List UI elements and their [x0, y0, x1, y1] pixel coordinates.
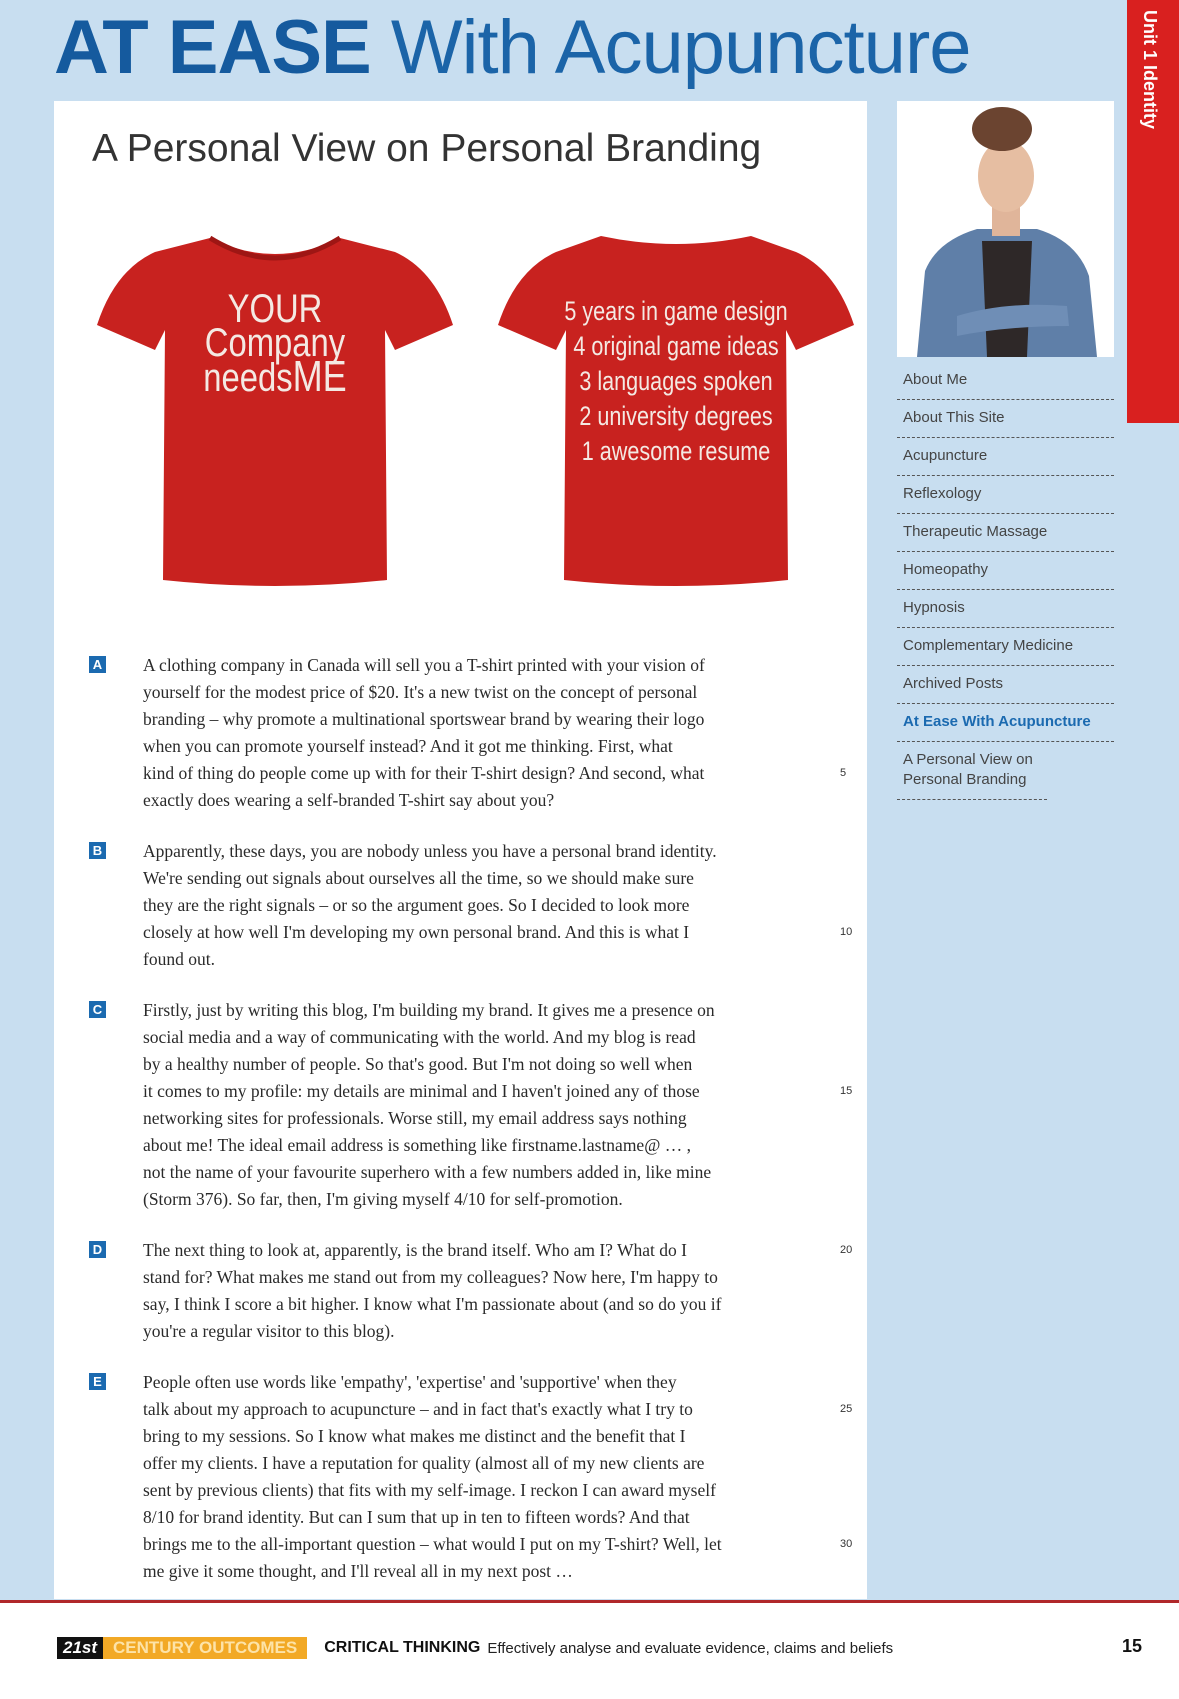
blog-post — [54, 101, 867, 1599]
line-text: by a healthy number of people. So that's good. But I'm not doing so well when — [143, 1054, 693, 1074]
line-text: The next thing to look at, apparently, is the brand itself. Who am I? What do I — [143, 1240, 687, 1260]
sidebar-nav-item[interactable]: At Ease With Acupuncture — [897, 704, 1114, 742]
paragraph — [89, 838, 853, 973]
line-text: not the name of your favourite superhero with a few numbers added in, like mine — [143, 1162, 712, 1182]
line-number: 10 — [840, 926, 853, 938]
footer-description: Effectively analyse and evaluate evidence, claims and beliefs — [487, 1639, 894, 1657]
paragraph — [89, 997, 853, 1213]
footer-skill: CRITICAL THINKING — [324, 1639, 481, 1656]
sidebar-nav-item[interactable]: Complementary Medicine — [897, 628, 1114, 666]
line-text: social media and a way of communicating with the world. And my blog is read — [143, 1027, 696, 1047]
paragraph-line — [143, 1237, 853, 1264]
line-text: say, I think I score a bit higher. I know what I'm passionate about (and so do you if — [143, 1294, 722, 1314]
line-text: found out. — [143, 949, 215, 969]
paragraph-line — [143, 1159, 849, 1186]
shirt-back-line: 3 languages spoken — [579, 366, 773, 396]
sidebar-nav-item[interactable]: Archived Posts — [897, 666, 1114, 704]
line-number: 25 — [840, 1403, 853, 1415]
line-text: Firstly, just by writing this blog, I'm building my brand. It gives me a presence on — [143, 1000, 715, 1020]
footer-badge-text: CENTURY OUTCOMES — [103, 1637, 307, 1659]
line-text: networking sites for professionals. Worse still, my email address says nothing — [143, 1108, 687, 1128]
line-text: yourself for the modest price of $20. It's a new twist on the concept of personal — [143, 682, 698, 702]
author-photo — [897, 101, 1114, 357]
line-text: exactly does wearing a self-branded T-shirt say about you? — [143, 790, 555, 810]
sidebar-nav-item[interactable]: A Personal View on Personal Branding — [897, 742, 1047, 800]
line-text: kind of thing do people come up with for their T-shirt design? And second, what — [143, 763, 705, 783]
line-text: you're a regular visitor to this blog). — [143, 1321, 395, 1341]
paragraph-letter-badge: B — [89, 842, 106, 859]
line-text: sent by previous clients) that fits with my self-image. I reckon I can award myself — [143, 1480, 716, 1500]
line-text: People often use words like 'empathy', 'expertise' and 'supportive' when they — [143, 1372, 677, 1392]
title-light: With Acupuncture — [390, 5, 971, 90]
paragraph — [89, 1369, 853, 1585]
sidebar-nav-item[interactable]: Therapeutic Massage — [897, 514, 1114, 552]
sidebar-nav-item[interactable]: About This Site — [897, 400, 1114, 438]
page-title — [54, 4, 971, 91]
title-bold: AT EASE — [54, 5, 371, 90]
paragraph-line — [143, 652, 849, 679]
paragraph-line — [143, 1423, 849, 1450]
sidebar-nav-item[interactable]: Hypnosis — [897, 590, 1114, 628]
paragraph-line — [143, 892, 849, 919]
paragraph-line — [143, 1132, 849, 1159]
line-number: 30 — [840, 1538, 853, 1550]
line-text: Apparently, these days, you are nobody unless you have a personal brand identity. — [143, 841, 717, 861]
post-title: A Personal View on Personal Branding — [92, 127, 762, 170]
shirt-back-line: 5 years in game design — [564, 296, 788, 326]
footer-bar — [57, 1637, 893, 1659]
line-text: closely at how well I'm developing my own personal brand. And this is what I — [143, 922, 690, 942]
sidebar-nav-item[interactable]: About Me — [897, 362, 1114, 400]
paragraph-line — [143, 706, 849, 733]
line-text: it comes to my profile: my details are minimal and I haven't joined any of those — [143, 1081, 700, 1101]
line-text: when you can promote yourself instead? And it got me thinking. First, what — [143, 736, 673, 756]
paragraph-line — [143, 1450, 849, 1477]
paragraph-line — [143, 865, 849, 892]
tshirt-front-image — [95, 230, 455, 586]
line-number: 15 — [840, 1085, 853, 1097]
paragraph-line — [143, 1051, 849, 1078]
shirt-front-line: needs — [203, 356, 293, 400]
paragraph-line — [143, 1369, 849, 1396]
line-text: 8/10 for brand identity. But can I sum that up in ten to fifteen words? And that — [143, 1507, 690, 1527]
paragraph-line — [143, 733, 849, 760]
shirt-front-line: Company — [204, 321, 346, 365]
line-text: talk about my approach to acupuncture – and in fact that's exactly what I try to — [143, 1399, 693, 1419]
shirt-front-line: YOUR — [227, 287, 323, 331]
shirt-back-line: 2 university degrees — [579, 401, 773, 431]
line-text: bring to my sessions. So I know what makes me distinct and the benefit that I — [143, 1426, 686, 1446]
line-text: brings me to the all-important question – what would I put on my T-shirt? Well, let — [143, 1534, 722, 1554]
paragraph-line — [143, 946, 849, 973]
paragraph-line — [143, 1558, 849, 1585]
paragraph-line — [143, 997, 849, 1024]
paragraph-line — [143, 1396, 853, 1423]
line-text: they are the right signals – or so the argument goes. So I decided to look more — [143, 895, 690, 915]
paragraph-line — [143, 1024, 849, 1051]
line-text: We're sending out signals about ourselves all the time, so we should make sure — [143, 868, 694, 888]
line-text: about me! The ideal email address is something like firstname.lastname@ … , — [143, 1135, 691, 1155]
line-text: offer my clients. I have a reputation for quality (almost all of my new clients are — [143, 1453, 705, 1473]
line-text: A clothing company in Canada will sell you a T-shirt printed with your vision of — [143, 655, 705, 675]
sidebar-nav — [897, 362, 1114, 800]
shirt-back-line: 1 awesome resume — [581, 436, 771, 466]
unit-tab — [1127, 0, 1179, 423]
paragraph-line — [143, 787, 849, 814]
paragraph-line — [143, 679, 849, 706]
paragraph-line — [143, 1264, 849, 1291]
paragraph-line — [143, 1318, 849, 1345]
article-body — [89, 652, 853, 1609]
paragraph-line — [143, 838, 849, 865]
paragraph-line — [143, 1531, 853, 1558]
paragraph-line — [143, 1186, 849, 1213]
paragraph-line — [143, 1477, 849, 1504]
paragraph-line — [143, 919, 853, 946]
sidebar-nav-item[interactable]: Reflexology — [897, 476, 1114, 514]
line-number: 5 — [840, 767, 847, 779]
line-text: branding – why promote a multinational sportswear brand by wearing their logo — [143, 709, 705, 729]
paragraph-letter-badge: D — [89, 1241, 106, 1258]
paragraph-line — [143, 1078, 853, 1105]
shirt-back-line: 4 original game ideas — [573, 331, 779, 361]
line-text: (Storm 376). So far, then, I'm giving myself 4/10 for self-promotion. — [143, 1189, 623, 1209]
tshirt-back-image — [496, 230, 856, 586]
page-number: 15 — [1122, 1636, 1143, 1656]
paragraph — [89, 652, 849, 814]
sidebar-nav-item[interactable]: Acupuncture — [897, 438, 1114, 476]
paragraph-line — [143, 760, 849, 787]
paragraph-letter-badge: A — [89, 656, 106, 673]
paragraph-line — [143, 1504, 849, 1531]
line-number: 20 — [840, 1244, 853, 1256]
line-text: me give it some thought, and I'll reveal all in my next post … — [143, 1561, 573, 1581]
paragraph-letter-badge: E — [89, 1373, 106, 1390]
paragraph-line — [143, 1291, 849, 1318]
footer-badge-number: 21st — [57, 1637, 103, 1659]
paragraph-line — [143, 1105, 849, 1132]
shirt-front-line: ME — [292, 352, 347, 401]
line-text: stand for? What makes me stand out from my colleagues? Now here, I'm happy to — [143, 1267, 718, 1287]
sidebar-nav-item[interactable]: Homeopathy — [897, 552, 1114, 590]
unit-tab-label: Unit 1 Identity — [1140, 10, 1160, 130]
paragraph — [89, 1237, 853, 1345]
paragraph-letter-badge: C — [89, 1001, 106, 1018]
